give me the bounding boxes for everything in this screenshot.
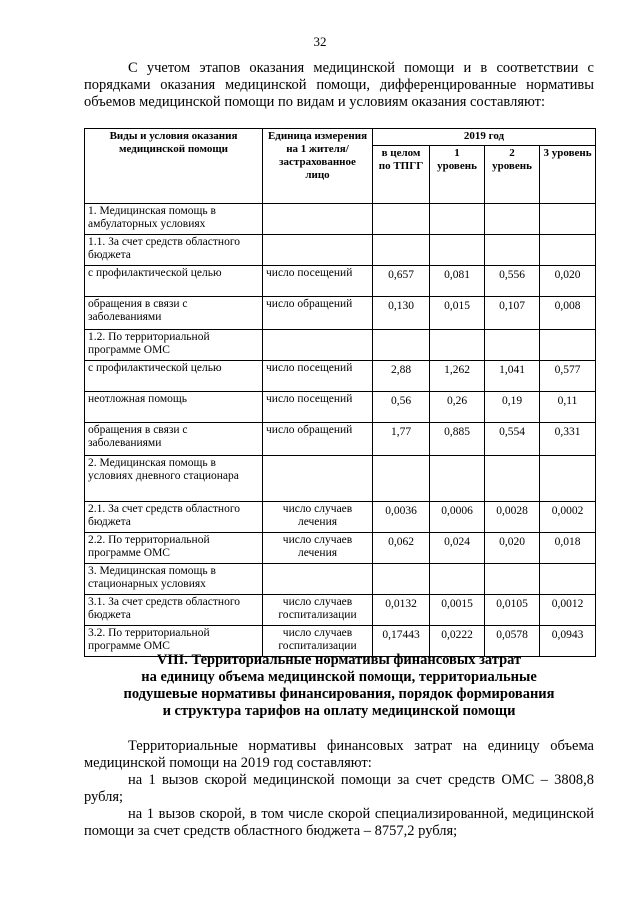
row-name (85, 564, 263, 595)
table-body (85, 204, 596, 657)
row-total-text: 0,062 (388, 536, 414, 548)
section-title (84, 652, 594, 720)
row-level-1-text: 0,0222 (441, 629, 473, 641)
row-unit-text: число обращений (266, 298, 353, 310)
row-name (85, 297, 263, 330)
row-level-1 (430, 595, 485, 626)
row-name-text: 3.2. По территориальной программе ОМС (88, 627, 210, 652)
row-level-3 (540, 330, 596, 361)
row-level-2 (485, 297, 540, 330)
header-unit: Единица измерения на 1 жителя/ застрахованное лицо (263, 129, 373, 204)
body-paragraph-text: на 1 вызов скорой медицинской помощи за счет средств ОМС – 3808,8 рубля; (84, 772, 594, 805)
row-name (85, 361, 263, 392)
row-name (85, 204, 263, 235)
body-text (84, 738, 594, 840)
row-name-text: с профилактической целью (88, 362, 222, 374)
row-level-1 (430, 423, 485, 456)
row-total-text: 0,130 (388, 300, 414, 312)
row-total (373, 502, 430, 533)
row-level-3-text: 0,0002 (551, 505, 584, 517)
row-level-3 (540, 204, 596, 235)
row-level-3 (540, 533, 596, 564)
row-level-2 (485, 502, 540, 533)
row-unit (263, 456, 373, 502)
row-total (373, 297, 430, 330)
row-level-1-text: 0,0006 (441, 505, 473, 517)
row-level-2-text: 0,19 (501, 395, 523, 407)
row-level-2 (485, 564, 540, 595)
body-paragraph (84, 806, 594, 840)
row-level-3 (540, 595, 596, 626)
row-level-2 (485, 423, 540, 456)
table-row (85, 330, 596, 361)
table-row (85, 204, 596, 235)
row-unit-text: число обращений (266, 424, 353, 436)
row-level-2-text: 0,556 (499, 269, 525, 281)
row-name (85, 533, 263, 564)
norms-table (84, 128, 596, 657)
row-name (85, 330, 263, 361)
row-unit (263, 361, 373, 392)
row-unit (263, 533, 373, 564)
row-level-1 (430, 392, 485, 423)
row-name (85, 595, 263, 626)
row-level-3-text: 0,577 (554, 364, 581, 376)
row-name (85, 266, 263, 297)
row-total (373, 204, 430, 235)
section-title-line: подушевые нормативы финансирования, порядок формирования (123, 686, 555, 702)
row-total (373, 564, 430, 595)
body-paragraph (84, 738, 594, 772)
row-total-text: 0,17443 (382, 629, 420, 641)
table-row (85, 564, 596, 595)
section-title-line: и структура тарифов на оплату медицинской помощи (162, 703, 516, 719)
row-level-2 (485, 266, 540, 297)
table-row (85, 456, 596, 502)
row-level-1 (430, 297, 485, 330)
row-unit (263, 595, 373, 626)
row-level-1-text: 0,081 (444, 269, 470, 281)
row-level-1 (430, 204, 485, 235)
row-level-3-text: 0,0943 (551, 629, 584, 641)
table-row (85, 423, 596, 456)
row-unit-text: число случаев лечения (282, 503, 353, 528)
row-unit-text: число случаев лечения (282, 534, 353, 559)
row-name-text: 3. Медицинская помощь в стационарных условиях (88, 565, 216, 590)
row-level-3 (540, 423, 596, 456)
row-total-text: 1,77 (390, 426, 412, 438)
header-level-2: 2 уровень (485, 146, 540, 204)
row-level-2-text: 0,554 (499, 426, 525, 438)
row-level-1 (430, 456, 485, 502)
row-name (85, 235, 263, 266)
row-level-1-text: 0,26 (446, 395, 468, 407)
row-unit-text: число случаев госпитализации (278, 596, 357, 621)
row-level-2 (485, 330, 540, 361)
row-unit-text: число посещений (266, 362, 353, 374)
row-name-text: обращения в связи с заболеваниями (88, 298, 188, 323)
row-level-1 (430, 564, 485, 595)
row-level-2 (485, 595, 540, 626)
row-level-2-text: 0,020 (499, 536, 525, 548)
row-unit (263, 204, 373, 235)
row-unit-text: число посещений (266, 393, 353, 405)
row-name (85, 423, 263, 456)
row-name-text: 2. Медицинская помощь в условиях дневного стационара (88, 457, 239, 482)
row-level-1-text: 0,015 (444, 300, 470, 312)
table-row (85, 533, 596, 564)
row-level-1 (430, 361, 485, 392)
row-level-3 (540, 392, 596, 423)
row-name-text: 1.2. По территориальной программе ОМС (88, 331, 210, 356)
body-paragraph (84, 772, 594, 806)
header-types: Виды и условия оказания медицинской помощи (85, 129, 263, 204)
row-unit (263, 502, 373, 533)
row-name (85, 502, 263, 533)
row-total-text: 2,88 (390, 364, 412, 376)
row-level-3-text: 0,020 (554, 269, 581, 281)
row-total-text: 0,0132 (385, 598, 417, 610)
row-level-1-text: 0,885 (444, 426, 470, 438)
row-level-2-text: 0,0578 (496, 629, 528, 641)
header-level-3: 3 уровень (540, 146, 596, 204)
table-row (85, 235, 596, 266)
row-level-1 (430, 533, 485, 564)
row-level-1-text: 0,024 (444, 536, 470, 548)
row-total (373, 235, 430, 266)
row-level-1 (430, 502, 485, 533)
row-unit (263, 392, 373, 423)
row-level-3-text: 0,008 (554, 300, 581, 312)
body-paragraph-text: на 1 вызов скорой, в том числе скорой специализированной, медицинской помощи за счет средств областного бюджета – 8757,2 рубля; (84, 806, 594, 839)
table-row (85, 502, 596, 533)
row-name-text: 2.2. По территориальной программе ОМС (88, 534, 210, 559)
row-name-text: 3.1. За счет средств областного бюджета (88, 596, 240, 621)
row-name-text: 1. Медицинская помощь в амбулаторных условиях (88, 205, 216, 230)
row-unit (263, 297, 373, 330)
header-total: в целом по ТПГГ (373, 146, 430, 204)
table-row (85, 595, 596, 626)
row-total-text: 0,56 (390, 395, 412, 407)
row-level-1 (430, 330, 485, 361)
row-total-text: 0,657 (388, 269, 414, 281)
row-level-3 (540, 502, 596, 533)
row-level-3 (540, 564, 596, 595)
row-level-1 (430, 266, 485, 297)
row-unit-text: число посещений (266, 267, 353, 279)
row-level-2-text: 0,0105 (496, 598, 528, 610)
row-level-3-text: 0,331 (554, 426, 581, 438)
row-level-2-text: 0,107 (499, 300, 525, 312)
row-total (373, 456, 430, 502)
row-level-2 (485, 392, 540, 423)
row-unit (263, 266, 373, 297)
row-total (373, 595, 430, 626)
row-level-3 (540, 456, 596, 502)
row-name (85, 456, 263, 502)
section-title-line: VIII. Территориальные нормативы финансовых затрат (156, 652, 522, 668)
row-level-1-text: 1,262 (444, 364, 470, 376)
row-level-2 (485, 361, 540, 392)
row-unit (263, 330, 373, 361)
row-level-2 (485, 235, 540, 266)
row-level-3 (540, 297, 596, 330)
row-unit (263, 235, 373, 266)
row-level-3 (540, 235, 596, 266)
intro-text: С учетом этапов оказания медицинской помощи и в соответствии с порядками оказания медицинской помощи, дифференцированные нормативы объемов медицинской помощи по видам и условиям оказания составляют: (84, 60, 594, 110)
row-level-3-text: 0,0012 (551, 598, 584, 610)
row-level-3 (540, 266, 596, 297)
row-total (373, 361, 430, 392)
row-level-2 (485, 204, 540, 235)
row-level-3 (540, 361, 596, 392)
table-row (85, 361, 596, 392)
row-name-text: обращения в связи с заболеваниями (88, 424, 188, 449)
row-unit (263, 423, 373, 456)
row-name-text: с профилактической целью (88, 267, 222, 279)
row-level-2-text: 1,041 (499, 364, 525, 376)
row-name-text: 2.1. За счет средств областного бюджета (88, 503, 240, 528)
header-year: 2019 год (373, 129, 596, 146)
row-total (373, 392, 430, 423)
row-unit-text: число случаев госпитализации (278, 627, 357, 652)
row-level-3-text: 0,018 (554, 536, 581, 548)
body-paragraph-text: Территориальные нормативы финансовых затрат на единицу объема медицинской помощи на 2019 год составляют: (84, 738, 594, 771)
header-level-1: 1 уровень (430, 146, 485, 204)
row-unit (263, 564, 373, 595)
page-number: 32 (313, 34, 327, 49)
row-level-2 (485, 456, 540, 502)
table-row (85, 266, 596, 297)
row-total-text: 0,0036 (385, 505, 417, 517)
row-level-1 (430, 235, 485, 266)
table-row (85, 297, 596, 330)
row-level-3-text: 0,11 (557, 395, 578, 407)
row-total (373, 266, 430, 297)
row-level-1-text: 0,0015 (441, 598, 473, 610)
row-level-2 (485, 533, 540, 564)
section-title-line: на единицу объема медицинской помощи, территориальные (141, 669, 537, 685)
intro-paragraph (84, 60, 594, 111)
table-row (85, 392, 596, 423)
row-total (373, 533, 430, 564)
row-name-text: 1.1. За счет средств областного бюджета (88, 236, 240, 261)
row-level-2-text: 0,0028 (496, 505, 528, 517)
row-name (85, 392, 263, 423)
row-total (373, 330, 430, 361)
row-total (373, 423, 430, 456)
row-name-text: неотложная помощь (88, 393, 187, 405)
